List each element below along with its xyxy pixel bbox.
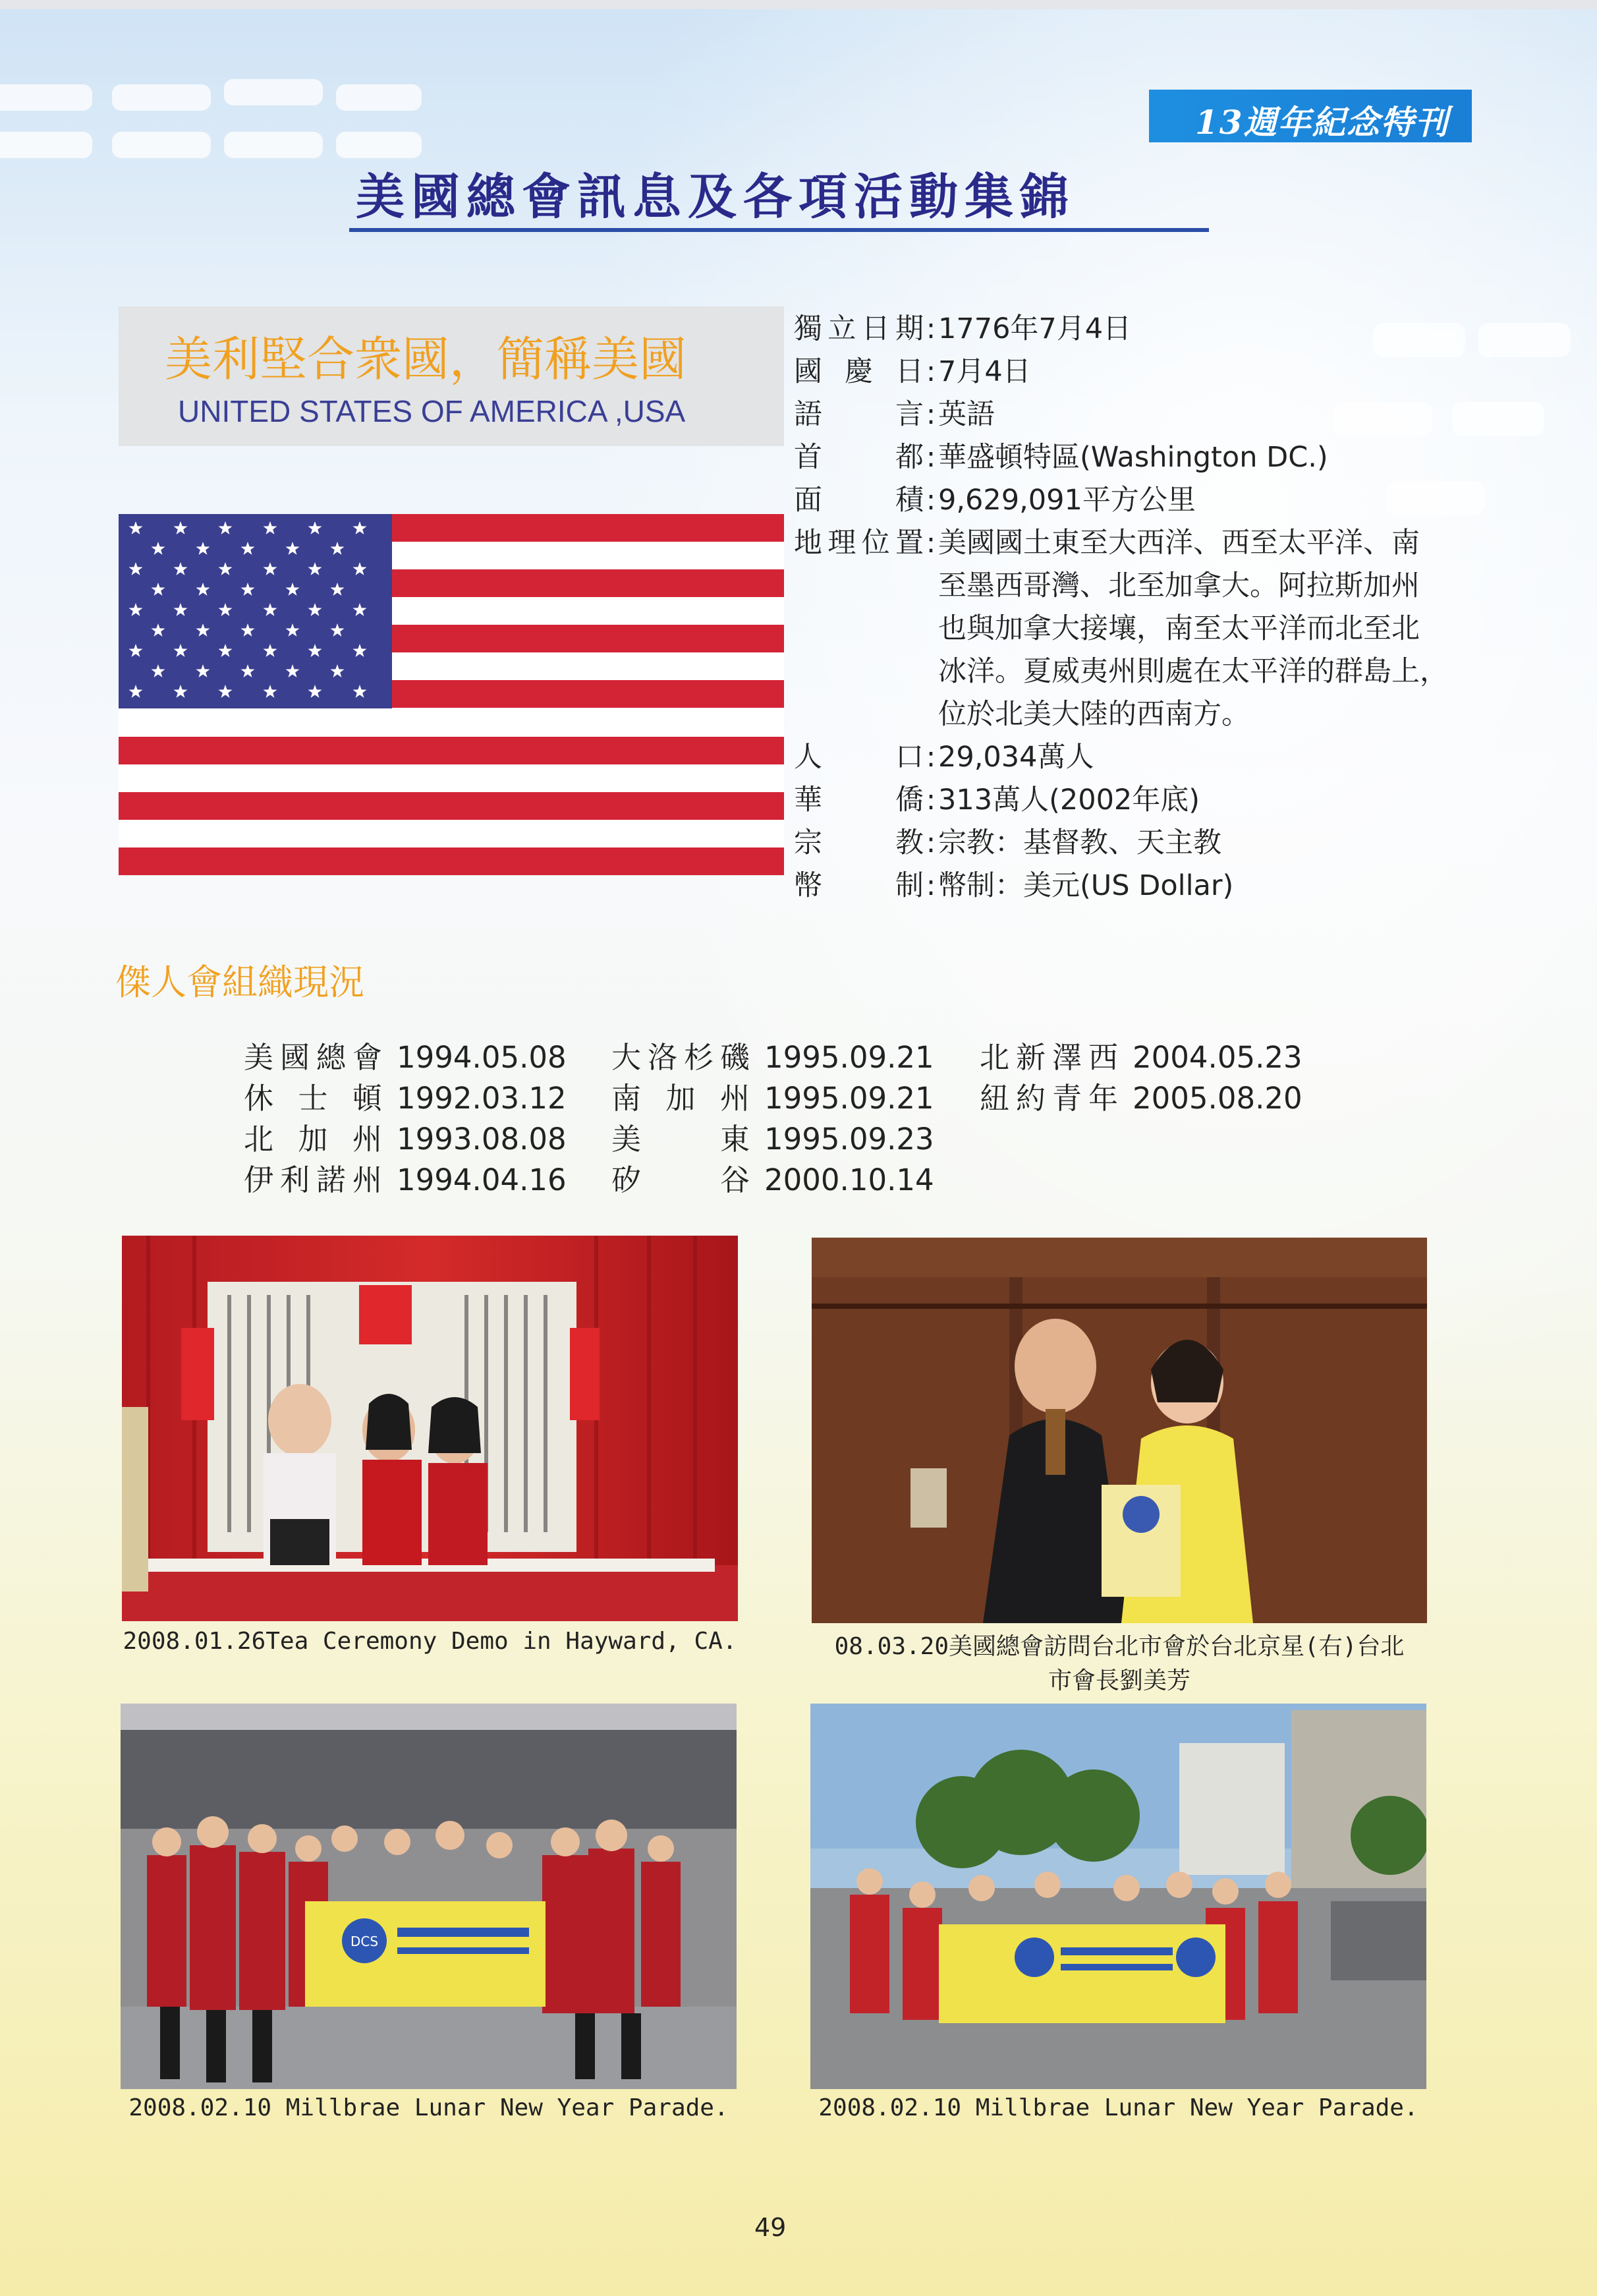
us-flag: [119, 514, 784, 875]
flag-star: [241, 542, 255, 555]
org-entry: 大洛杉磯 1995.09.21: [611, 1040, 934, 1075]
geography-line: 位於北美大陸的西南方。: [938, 698, 1250, 731]
flag-star: [152, 664, 165, 677]
flag-star: [129, 685, 143, 698]
info-row-geography: 地理位置:美國國土東至大西洋、西至太平洋、南: [794, 527, 1420, 560]
flag-star: [174, 644, 188, 657]
flag-star: [308, 644, 322, 657]
info-row-religion: 宗教:宗教：基督教、天主教: [794, 826, 1221, 859]
flag-star: [308, 562, 322, 575]
photo-parade-group-2: [810, 1704, 1426, 2089]
flag-star: [174, 603, 188, 616]
flag-star: [353, 562, 367, 575]
info-row-independence: 獨立日期:1776年7月4日: [794, 312, 1132, 345]
issue-label-banner: [1149, 90, 1472, 142]
flag-star: [219, 685, 233, 698]
page-title: 美國總會訊息及各項活動集錦: [356, 169, 1075, 225]
geography-line: 至墨西哥灣、北至加拿大。阿拉斯加州: [938, 569, 1420, 602]
photo-caption: 2008.02.10 Millbrae Lunar New Year Parade.: [128, 2094, 729, 2121]
flag-star: [152, 542, 165, 555]
org-entry: 北新澤西 2004.05.23: [980, 1040, 1303, 1075]
photo-caption: 08.03.20美國總會訪問台北市會於台北京星(右)台北: [834, 1633, 1405, 1660]
header-decoration: [0, 72, 725, 171]
org-entry: 矽谷 2000.10.14: [611, 1162, 934, 1197]
flag-star: [308, 603, 322, 616]
flag-star: [129, 562, 143, 575]
flag-star: [331, 623, 345, 637]
page-number: 49: [754, 2213, 787, 2242]
flag-star: [174, 562, 188, 575]
org-entry: 美國總會 1994.05.08: [244, 1040, 567, 1075]
flag-star: [286, 583, 300, 596]
flag-star: [331, 583, 345, 596]
flag-star: [264, 521, 277, 534]
flag-star: [196, 623, 210, 637]
org-entry: 南加州 1995.09.21: [611, 1081, 934, 1116]
flag-star: [353, 603, 367, 616]
flag-star: [196, 542, 210, 555]
org-entry: 北加州 1993.08.08: [244, 1122, 567, 1157]
flag-star: [264, 562, 277, 575]
geography-line: 也與加拿大接壤，南至太平洋而北至北: [938, 612, 1420, 645]
organization-heading: 傑人會組織現況: [115, 961, 364, 1003]
flag-star: [264, 603, 277, 616]
info-row-area: 面積:9,629,091平方公里: [794, 484, 1196, 517]
info-row-national-day: 國慶日:7月4日: [794, 355, 1031, 388]
flag-star: [353, 644, 367, 657]
flag-star: [219, 603, 233, 616]
flag-star: [241, 623, 255, 637]
org-entry: 伊利諾州 1994.04.16: [244, 1162, 567, 1197]
flag-star: [174, 685, 188, 698]
flag-star: [152, 623, 165, 637]
flag-star: [219, 562, 233, 575]
flag-star: [286, 664, 300, 677]
photo-tea-ceremony: [122, 1236, 738, 1621]
flag-star: [219, 521, 233, 534]
top-edge: [0, 0, 1597, 9]
geography-line: 冰洋。夏威夷州則處在太平洋的群島上，: [938, 655, 1448, 688]
photo-caption-line2: 市會長劉美芳: [1048, 1667, 1191, 1694]
flag-star: [264, 685, 277, 698]
flag-star: [286, 542, 300, 555]
flag-star: [331, 542, 345, 555]
flag-star: [174, 521, 188, 534]
info-row-language: 語言:英語: [794, 398, 995, 431]
photo-taipei-visit: [812, 1238, 1427, 1623]
info-row-capital: 首都:華盛頓特區(Washington DC.): [794, 441, 1328, 474]
banner-logo-text: DCS: [350, 1934, 379, 1949]
org-entry: 休士頓 1992.03.12: [244, 1081, 567, 1116]
photo-caption: 2008.01.26Tea Ceremony Demo in Hayward, CA.: [123, 1628, 737, 1655]
info-row-overseas-chinese: 華僑:313萬人(2002年底): [794, 784, 1200, 817]
flag-canton: [119, 514, 392, 708]
flag-star: [129, 603, 143, 616]
issue-label: 13週年紀念特刊: [1195, 103, 1449, 142]
flag-star: [219, 644, 233, 657]
photo-caption: 2008.02.10 Millbrae Lunar New Year Parade.: [818, 2094, 1418, 2121]
flag-star: [241, 583, 255, 596]
flag-star: [353, 685, 367, 698]
flag-star: [264, 644, 277, 657]
title-underline: [349, 228, 1209, 232]
country-name-english: UNITED STATES OF AMERICA ,USA: [178, 394, 686, 428]
flag-star: [129, 644, 143, 657]
flag-star: [129, 521, 143, 534]
country-name-chinese: 美利堅合衆國，簡稱美國: [165, 331, 687, 387]
flag-star: [331, 664, 345, 677]
org-entry: 美東 1995.09.23: [611, 1122, 934, 1157]
flag-star: [196, 664, 210, 677]
flag-star: [241, 664, 255, 677]
flag-star: [152, 583, 165, 596]
flag-star: [353, 521, 367, 534]
info-row-currency: 幣制:幣制：美元(US Dollar): [794, 869, 1234, 902]
country-name-box: [119, 306, 784, 446]
info-row-population: 人口:29,034萬人: [794, 741, 1094, 774]
flag-star: [308, 685, 322, 698]
photo-parade-group-1: [121, 1704, 737, 2089]
flag-star: [308, 521, 322, 534]
org-entry: 紐約青年 2005.08.20: [980, 1081, 1303, 1116]
flag-star: [286, 623, 300, 637]
flag-star: [196, 583, 210, 596]
